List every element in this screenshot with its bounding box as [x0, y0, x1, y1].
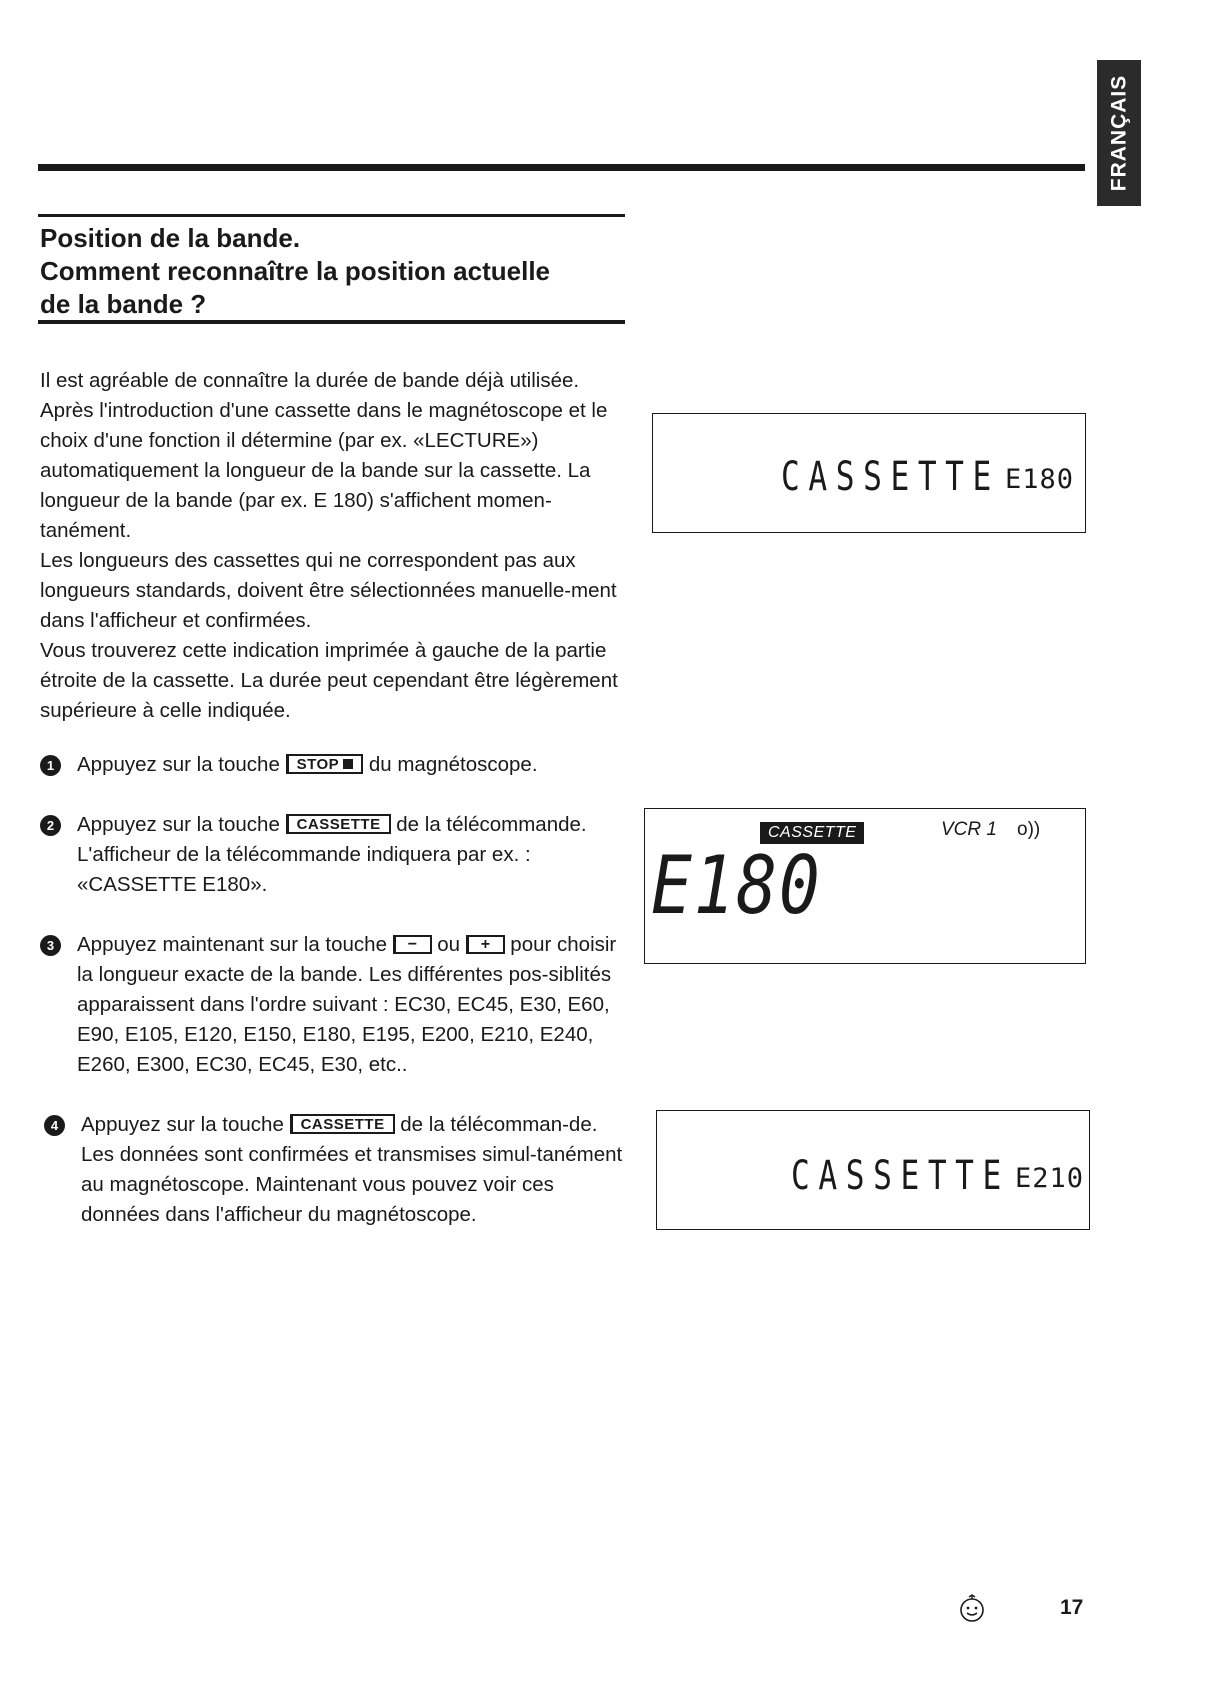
vcr-display-1-sub: E180 — [1005, 464, 1075, 495]
vcr-display-1 — [652, 413, 1086, 533]
step-4-text-before: Appuyez sur la touche — [81, 1113, 284, 1136]
top-divider — [38, 164, 1085, 171]
title-line-1: Position de la bande. — [40, 223, 301, 253]
intro-paragraph-2: Les longueurs des cassettes qui ne correspondent pas aux longueurs standards, doivent être sélectionnées manuelle-ment dans l'afficheur et confirmées. — [40, 549, 617, 632]
title-rule-bottom — [38, 320, 625, 324]
title-line-2: Comment reconnaître la position actuelle — [40, 256, 550, 286]
vcr-display-2-main: CASSETTE — [791, 1153, 1010, 1199]
stop-key-label: STOP — [296, 756, 340, 773]
step-1-number: 1 — [40, 755, 61, 776]
step-3 — [40, 930, 630, 1080]
step-2-number: 2 — [40, 815, 61, 836]
step-2-text-after: de la télécommande. L'afficheur de la télécommande indiquera par ex. : «CASSETTE E180». — [77, 813, 587, 896]
language-tab — [1097, 60, 1141, 206]
step-1 — [40, 750, 640, 780]
title-rule-top — [38, 214, 625, 217]
language-tab-label: FRANÇAIS — [1107, 74, 1130, 192]
remote-display-badge: CASSETTE — [760, 822, 864, 844]
step-4 — [44, 1110, 624, 1230]
remote-display-mode: VCR 1 — [941, 819, 997, 840]
cassette-key: CASSETTE — [286, 814, 391, 834]
step-1-text-after: du magnétoscope. — [368, 753, 538, 776]
step-3-text-after: pour choisir la longueur exacte de la bande. Les différentes pos-siblités apparaissent dans l'ordre suivant : EC30, EC45, E30, E60, E90, E105, E120, E150, E180, E195, E200, E210, E240, E260, E300, EC30, EC45, E30, etc.. — [77, 933, 617, 1076]
step-3-number: 3 — [40, 935, 61, 956]
vcr-display-1-main: CASSETTE — [781, 454, 1000, 500]
intro-paragraph-1: Il est agréable de connaître la durée de bande déjà utilisée. Après l'introduction d'une cassette dans le magnétoscope et le choix d'une fonction il détermine (par ex. «LECTURE») automatiquement la longueur de la bande sur la cassette. La longueur de la bande (par ex. E 180) s'affichent momen-tanément. — [40, 369, 608, 542]
minus-key: − — [393, 935, 432, 954]
section-title — [40, 222, 640, 321]
step-3-text-before: Appuyez maintenant sur la touche — [77, 933, 387, 956]
title-line-3: de la bande ? — [40, 289, 207, 319]
step-2 — [40, 810, 645, 900]
remote-signal-icon: o)) — [1017, 819, 1041, 840]
step-4-number: 4 — [44, 1115, 65, 1136]
remote-display-value: E180 — [651, 839, 822, 932]
step-1-text-before: Appuyez sur la touche — [77, 753, 280, 776]
stop-square-icon — [343, 759, 353, 769]
vcr-display-2 — [656, 1110, 1090, 1230]
page-number: 17 — [1060, 1596, 1084, 1619]
cassette-key-2: CASSETTE — [290, 1114, 395, 1134]
step-3-text-middle: ou — [437, 933, 461, 956]
step-4-text-after: de la télécomman-de. Les données sont confirmées et transmises simul-tanément au magnétoscope. Maintenant vous pouvez voir ces données dans l'afficheur du magnétoscope. — [81, 1113, 623, 1226]
intro-text — [40, 366, 630, 726]
plus-key: + — [466, 935, 505, 954]
step-2-text-before: Appuyez sur la touche — [77, 813, 280, 836]
intro-paragraph-3: Vous trouverez cette indication imprimée à gauche de la partie étroite de la cassette. La durée peut cependant être légèrement supérieure à celle indiquée. — [40, 639, 618, 722]
vcr-display-2-sub: E210 — [1015, 1163, 1085, 1194]
stop-key — [286, 754, 364, 774]
remote-display — [644, 808, 1086, 964]
smiley-icon — [955, 1592, 989, 1626]
